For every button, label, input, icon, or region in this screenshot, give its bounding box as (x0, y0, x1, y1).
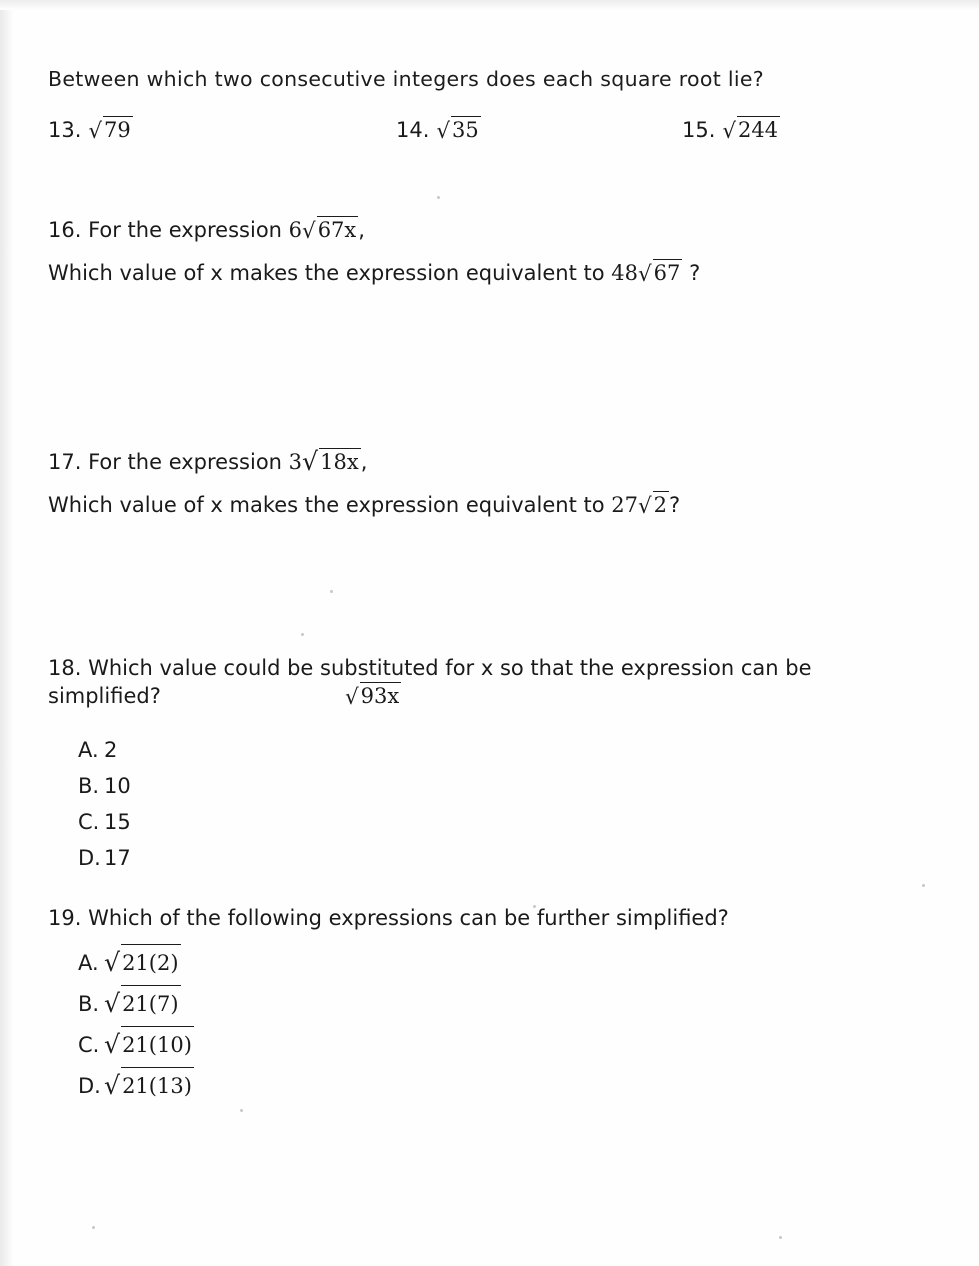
problem-16-target-coefficient: 48 (611, 260, 639, 285)
radical-sign-icon: √ (638, 493, 652, 519)
problem-18-choice-a[interactable] (78, 732, 938, 768)
choice-letter: C. (78, 1032, 100, 1057)
problem-16-line2-question-mark: ? (689, 260, 701, 285)
problem-13 (48, 116, 133, 143)
radical-sign-icon: √ (104, 988, 121, 1018)
problem-18-expression (345, 682, 401, 709)
problem-19-choice-c[interactable] (78, 1024, 938, 1065)
problem-18 (48, 656, 938, 876)
choice-radical (104, 1024, 194, 1065)
problem-18-radicand: 93x (360, 683, 400, 708)
problem-17-target-coefficient: 27 (611, 492, 639, 517)
problem-16-radicand: 67x (317, 217, 357, 242)
worksheet-content (48, 66, 938, 1115)
radical-sign-icon: √ (436, 118, 451, 144)
choice-letter: B. (78, 773, 100, 798)
problem-16-line1-text: 16. For the expression (48, 217, 282, 242)
choice-letter: D. (78, 846, 101, 870)
scan-edge-top (0, 0, 979, 10)
problem-17 (48, 446, 938, 518)
problem-16-target-radicand: 67 (653, 260, 681, 285)
problem-13-radical (88, 116, 132, 143)
problem-19-choice-b[interactable] (78, 983, 938, 1024)
problem-19-choices (78, 942, 938, 1105)
problem-17-line2 (48, 491, 938, 518)
radical-sign-icon: √ (302, 218, 316, 244)
problem-16-coefficient: 6 (288, 217, 303, 242)
instructions-text: Between which two consecutive integers does each square root lie? (48, 67, 764, 91)
problem-18-choice-d[interactable] (78, 840, 938, 876)
problem-14-radical (436, 116, 480, 143)
radical-sign-icon: √ (722, 118, 737, 144)
problem-16-target-expression (611, 259, 682, 286)
problem-16-line1 (48, 216, 938, 243)
problem-17-coefficient: 3 (288, 449, 303, 474)
problem-14-number: 14. (396, 117, 430, 142)
scan-speck (92, 1226, 95, 1229)
choice-radical (104, 983, 181, 1024)
problem-19-choice-a[interactable] (78, 942, 938, 983)
choice-value: 2 (104, 737, 118, 762)
radical-sign-icon: √ (302, 446, 319, 476)
problem-17-line2-text: Which value of x makes the expression equivalent to (48, 492, 605, 517)
scan-speck (779, 1236, 782, 1239)
problem-17-expression (289, 446, 361, 475)
choice-value: 15 (104, 809, 131, 834)
problem-19-choice-d[interactable] (78, 1065, 938, 1106)
problem-13-number: 13. (48, 117, 82, 142)
radical-sign-icon: √ (104, 948, 121, 978)
scan-edge-left (0, 0, 14, 1266)
problem-15 (682, 116, 780, 143)
radical-sign-icon: √ (104, 1070, 121, 1100)
problem-18-choice-b[interactable] (78, 768, 938, 804)
choice-letter: C. (78, 809, 100, 834)
problem-13-radicand: 79 (104, 117, 131, 142)
problem-18-choices (78, 732, 938, 876)
choice-radical (104, 942, 181, 983)
problem-18-line2-text: simplified? (48, 683, 161, 708)
problem-17-target-expression (611, 491, 669, 518)
choice-value: 10 (104, 773, 131, 798)
problem-18-line1: 18. Which value could be substituted for x so that the expression can be (48, 655, 812, 680)
problem-17-target-radicand: 2 (653, 492, 668, 517)
problem-15-radical (722, 116, 780, 143)
problem-16 (48, 216, 938, 286)
choice-value: 17 (104, 846, 131, 870)
choice-radicand: 21(10) (121, 1026, 194, 1062)
choice-radicand: 21(13) (121, 1067, 194, 1103)
choice-radicand: 21(2) (121, 944, 180, 980)
choice-letter: A. (78, 951, 99, 976)
problem-16-line2 (48, 259, 938, 286)
problem-16-line2-text: Which value of x makes the expression equivalent to (48, 260, 605, 285)
radical-sign-icon: √ (638, 261, 652, 287)
choice-letter: B. (78, 991, 100, 1016)
problem-17-line1 (48, 446, 938, 475)
problem-17-line2-question-mark: ? (669, 492, 681, 517)
problem-17-radicand: 18x (320, 449, 359, 474)
problem-17-line1-text: 17. For the expression (48, 449, 282, 474)
problem-15-number: 15. (682, 117, 716, 142)
problem-15-radicand: 244 (738, 117, 779, 142)
problem-17-answer-space (48, 528, 938, 656)
problem-17-line1-comma: , (360, 449, 368, 474)
radical-sign-icon: √ (345, 684, 359, 710)
problem-14-radicand: 35 (452, 117, 479, 142)
problem-19-question: 19. Which of the following expressions can be further simplified? (48, 906, 729, 931)
problem-16-line1-comma: , (358, 217, 365, 242)
problem-18-line2 (48, 684, 938, 714)
radical-sign-icon: √ (104, 1029, 121, 1059)
choice-radical (104, 1065, 194, 1106)
consecutive-integer-problems (48, 116, 938, 152)
problem-14 (396, 116, 481, 143)
problem-16-answer-space (48, 296, 938, 446)
problem-18-choice-c[interactable] (78, 804, 938, 840)
choice-radicand: 21(7) (121, 985, 180, 1021)
choice-letter: D. (78, 1073, 101, 1098)
choice-letter: A. (78, 737, 99, 762)
problem-19 (48, 906, 938, 1105)
radical-sign-icon: √ (88, 118, 103, 144)
problem-16-expression (289, 216, 359, 243)
